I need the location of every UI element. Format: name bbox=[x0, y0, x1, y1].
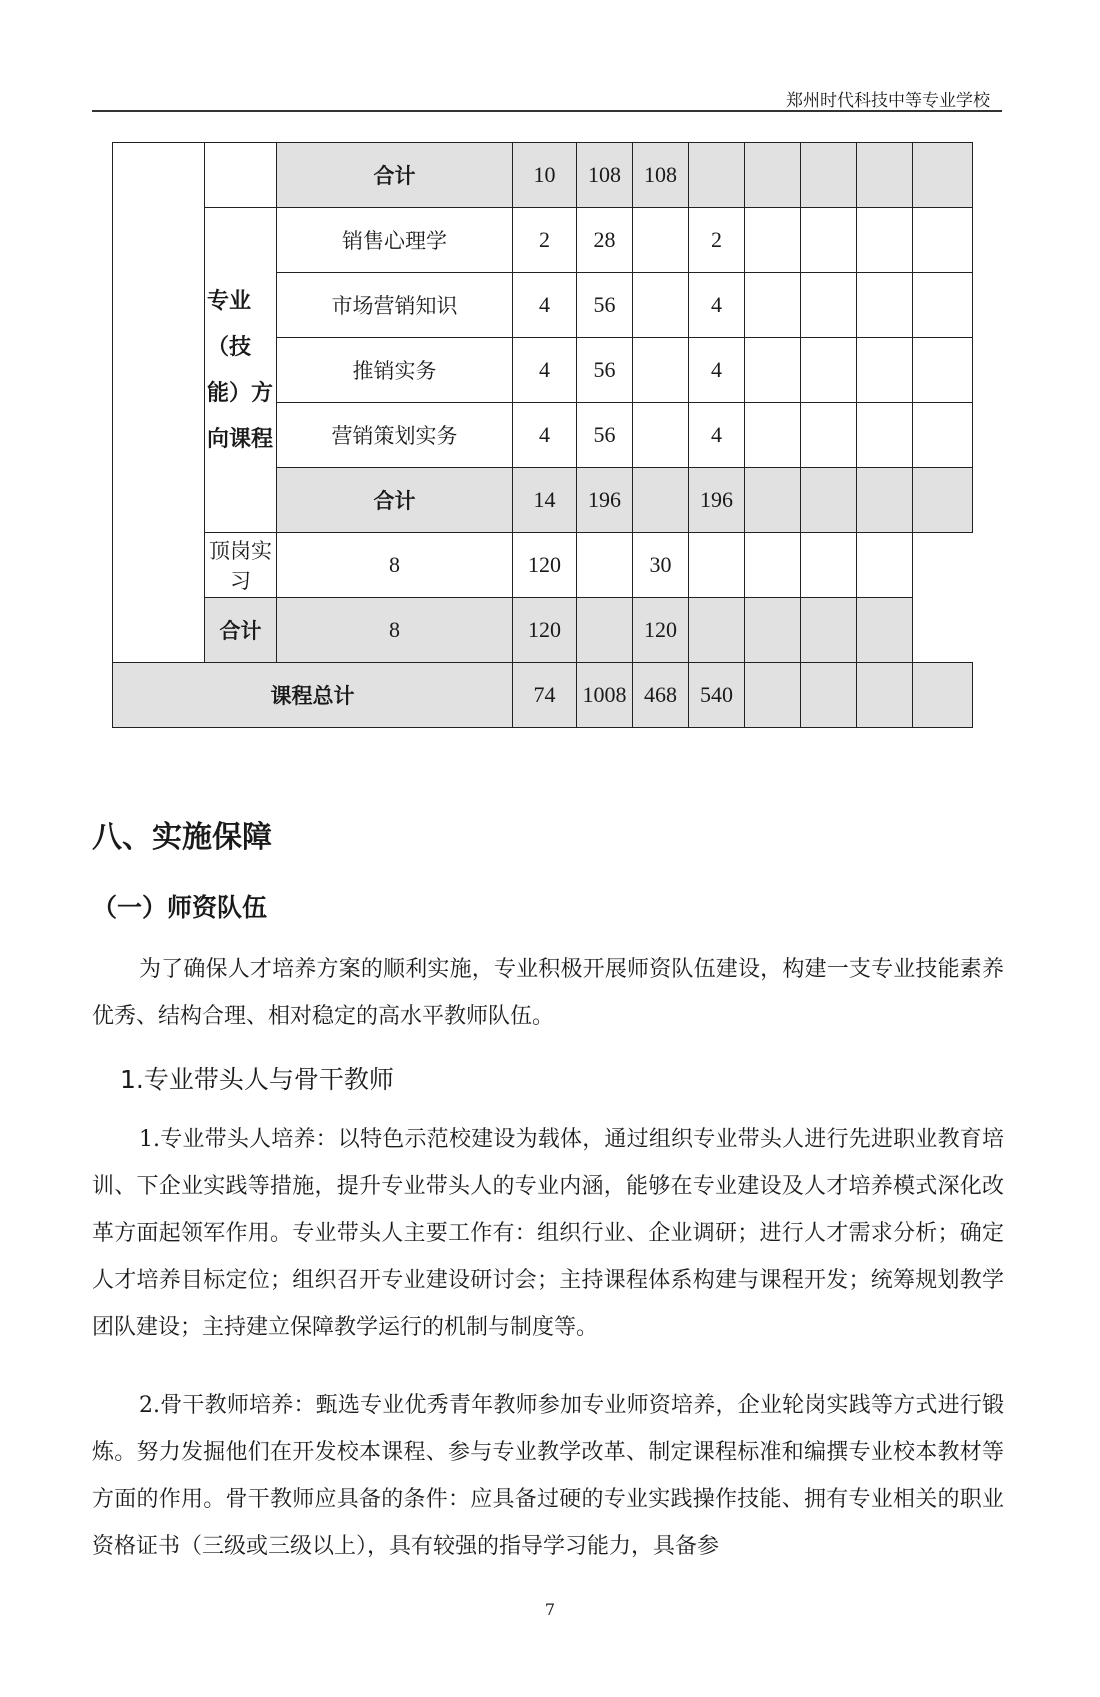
page-header bbox=[92, 84, 1002, 112]
course-name: 推销实务 bbox=[277, 338, 513, 403]
hours-cell: 56 bbox=[577, 403, 633, 468]
section-title: 八、实施保障 bbox=[92, 820, 272, 855]
course-name: 营销策划实务 bbox=[277, 403, 513, 468]
hours-cell: 108 bbox=[577, 143, 633, 208]
curriculum-table bbox=[112, 142, 973, 728]
hours-cell: 1008 bbox=[577, 663, 633, 728]
intro-paragraph: 为了确保人才培养方案的顺利实施，专业积极开展师资队伍建设，构建一支专业技能素养优秀、结构合理、相对稳定的高水平教师队伍。 bbox=[92, 957, 1004, 1029]
credit-cell: 4 bbox=[513, 403, 577, 468]
empty-cell bbox=[801, 468, 857, 533]
course-name: 合计 bbox=[205, 598, 277, 663]
empty-cell bbox=[745, 598, 801, 663]
empty-cell bbox=[801, 598, 857, 663]
term2-cell: 4 bbox=[689, 403, 745, 468]
empty-cell bbox=[745, 338, 801, 403]
credit-cell: 8 bbox=[277, 533, 513, 598]
credit-cell: 4 bbox=[513, 338, 577, 403]
school-name: 郑州时代科技中等专业学校 bbox=[786, 91, 990, 111]
term1-cell bbox=[633, 468, 689, 533]
term1-cell bbox=[633, 403, 689, 468]
term2-cell bbox=[689, 143, 745, 208]
table-row bbox=[113, 208, 973, 273]
empty-cell bbox=[857, 208, 913, 273]
empty-cell bbox=[913, 468, 973, 533]
hours-cell: 56 bbox=[577, 338, 633, 403]
term1-cell: 468 bbox=[633, 663, 689, 728]
term2-cell: 2 bbox=[689, 208, 745, 273]
paragraph-leader: 1.专业带头人培养：以特色示范校建设为载体，通过组织专业带头人进行先进职业教育培训、下企业实践等措施，提升专业带头人的专业内涵，能够在专业建设及人才培养模式深化改革方面起领军作用。专业带头人主要工作有：组织行业、企业调研；进行人才需求分析；确定人才培养目标定位；组织召开专业建设研讨会；主持课程体系构建与课程开发；统筹规划教学团队建设；主持建立保障教学运行的机制与制度等。 bbox=[92, 1127, 1004, 1340]
term2-cell: 4 bbox=[689, 338, 745, 403]
empty-cell bbox=[689, 598, 745, 663]
term2-cell: 196 bbox=[689, 468, 745, 533]
empty-cell bbox=[745, 273, 801, 338]
credit-cell: 8 bbox=[277, 598, 513, 663]
empty-cell bbox=[801, 208, 857, 273]
page-number: 7 bbox=[544, 1600, 556, 1619]
term2-cell: 30 bbox=[633, 533, 689, 598]
empty-cell bbox=[857, 273, 913, 338]
course-name: 顶岗实习 bbox=[205, 533, 277, 598]
empty-cell bbox=[745, 143, 801, 208]
empty-cell bbox=[801, 403, 857, 468]
empty-cell bbox=[913, 273, 973, 338]
empty-cell bbox=[801, 338, 857, 403]
empty-cell bbox=[745, 403, 801, 468]
paragraph-backbone: 2.骨干教师培养：甄选专业优秀青年教师参加专业师资培养，企业轮岗实践等方式进行锻炼。努力发掘他们在开发校本课程、参与专业教学改革、制定课程标准和编撰专业校本教材等方面的作用。骨干教师应具备的条件：应具备过硬的专业实践操作技能、拥有专业相关的职业资格证书（三级或三级以上），具有较强的指导学习能力，具备参 bbox=[92, 1393, 1004, 1559]
empty-cell bbox=[689, 533, 745, 598]
term1-cell bbox=[633, 208, 689, 273]
empty-cell bbox=[745, 208, 801, 273]
empty-cell bbox=[745, 663, 801, 728]
credit-cell: 10 bbox=[513, 143, 577, 208]
term1-cell bbox=[633, 273, 689, 338]
table-row bbox=[113, 598, 973, 663]
group-cell bbox=[113, 143, 205, 663]
course-name: 合计 bbox=[277, 468, 513, 533]
subsection-title: （一）师资队伍 bbox=[92, 893, 268, 922]
empty-cell bbox=[857, 663, 913, 728]
empty-cell bbox=[801, 533, 857, 598]
empty-cell bbox=[801, 143, 857, 208]
empty-cell bbox=[801, 663, 857, 728]
empty-cell bbox=[745, 468, 801, 533]
category-cell bbox=[205, 143, 277, 208]
empty-cell bbox=[913, 143, 973, 208]
empty-cell bbox=[913, 338, 973, 403]
empty-cell bbox=[857, 468, 913, 533]
hours-cell: 120 bbox=[513, 533, 577, 598]
hours-cell: 56 bbox=[577, 273, 633, 338]
empty-cell bbox=[913, 663, 973, 728]
hours-cell: 196 bbox=[577, 468, 633, 533]
credit-cell: 2 bbox=[513, 208, 577, 273]
term1-cell bbox=[577, 598, 633, 663]
table-row bbox=[113, 533, 973, 598]
credit-cell: 74 bbox=[513, 663, 577, 728]
empty-cell bbox=[745, 533, 801, 598]
empty-cell bbox=[801, 273, 857, 338]
category-cell: 专业 （技 能）方 向课程 bbox=[205, 208, 277, 533]
empty-cell bbox=[857, 338, 913, 403]
term1-cell bbox=[577, 533, 633, 598]
term1-cell: 108 bbox=[633, 143, 689, 208]
credit-cell: 14 bbox=[513, 468, 577, 533]
empty-cell bbox=[913, 208, 973, 273]
empty-cell bbox=[913, 403, 973, 468]
credit-cell: 4 bbox=[513, 273, 577, 338]
empty-cell bbox=[857, 143, 913, 208]
hours-cell: 120 bbox=[513, 598, 577, 663]
term1-cell bbox=[633, 338, 689, 403]
course-total-label: 课程总计 bbox=[113, 663, 513, 728]
table-row bbox=[113, 663, 973, 728]
course-name: 市场营销知识 bbox=[277, 273, 513, 338]
subheading: 1.专业带头人与骨干教师 bbox=[120, 1065, 394, 1094]
empty-cell bbox=[857, 403, 913, 468]
table-row bbox=[113, 143, 973, 208]
hours-cell: 28 bbox=[577, 208, 633, 273]
term2-cell: 4 bbox=[689, 273, 745, 338]
course-name: 销售心理学 bbox=[277, 208, 513, 273]
course-name: 合计 bbox=[277, 143, 513, 208]
term2-cell: 540 bbox=[689, 663, 745, 728]
empty-cell bbox=[857, 533, 913, 598]
term2-cell: 120 bbox=[633, 598, 689, 663]
empty-cell bbox=[857, 598, 913, 663]
